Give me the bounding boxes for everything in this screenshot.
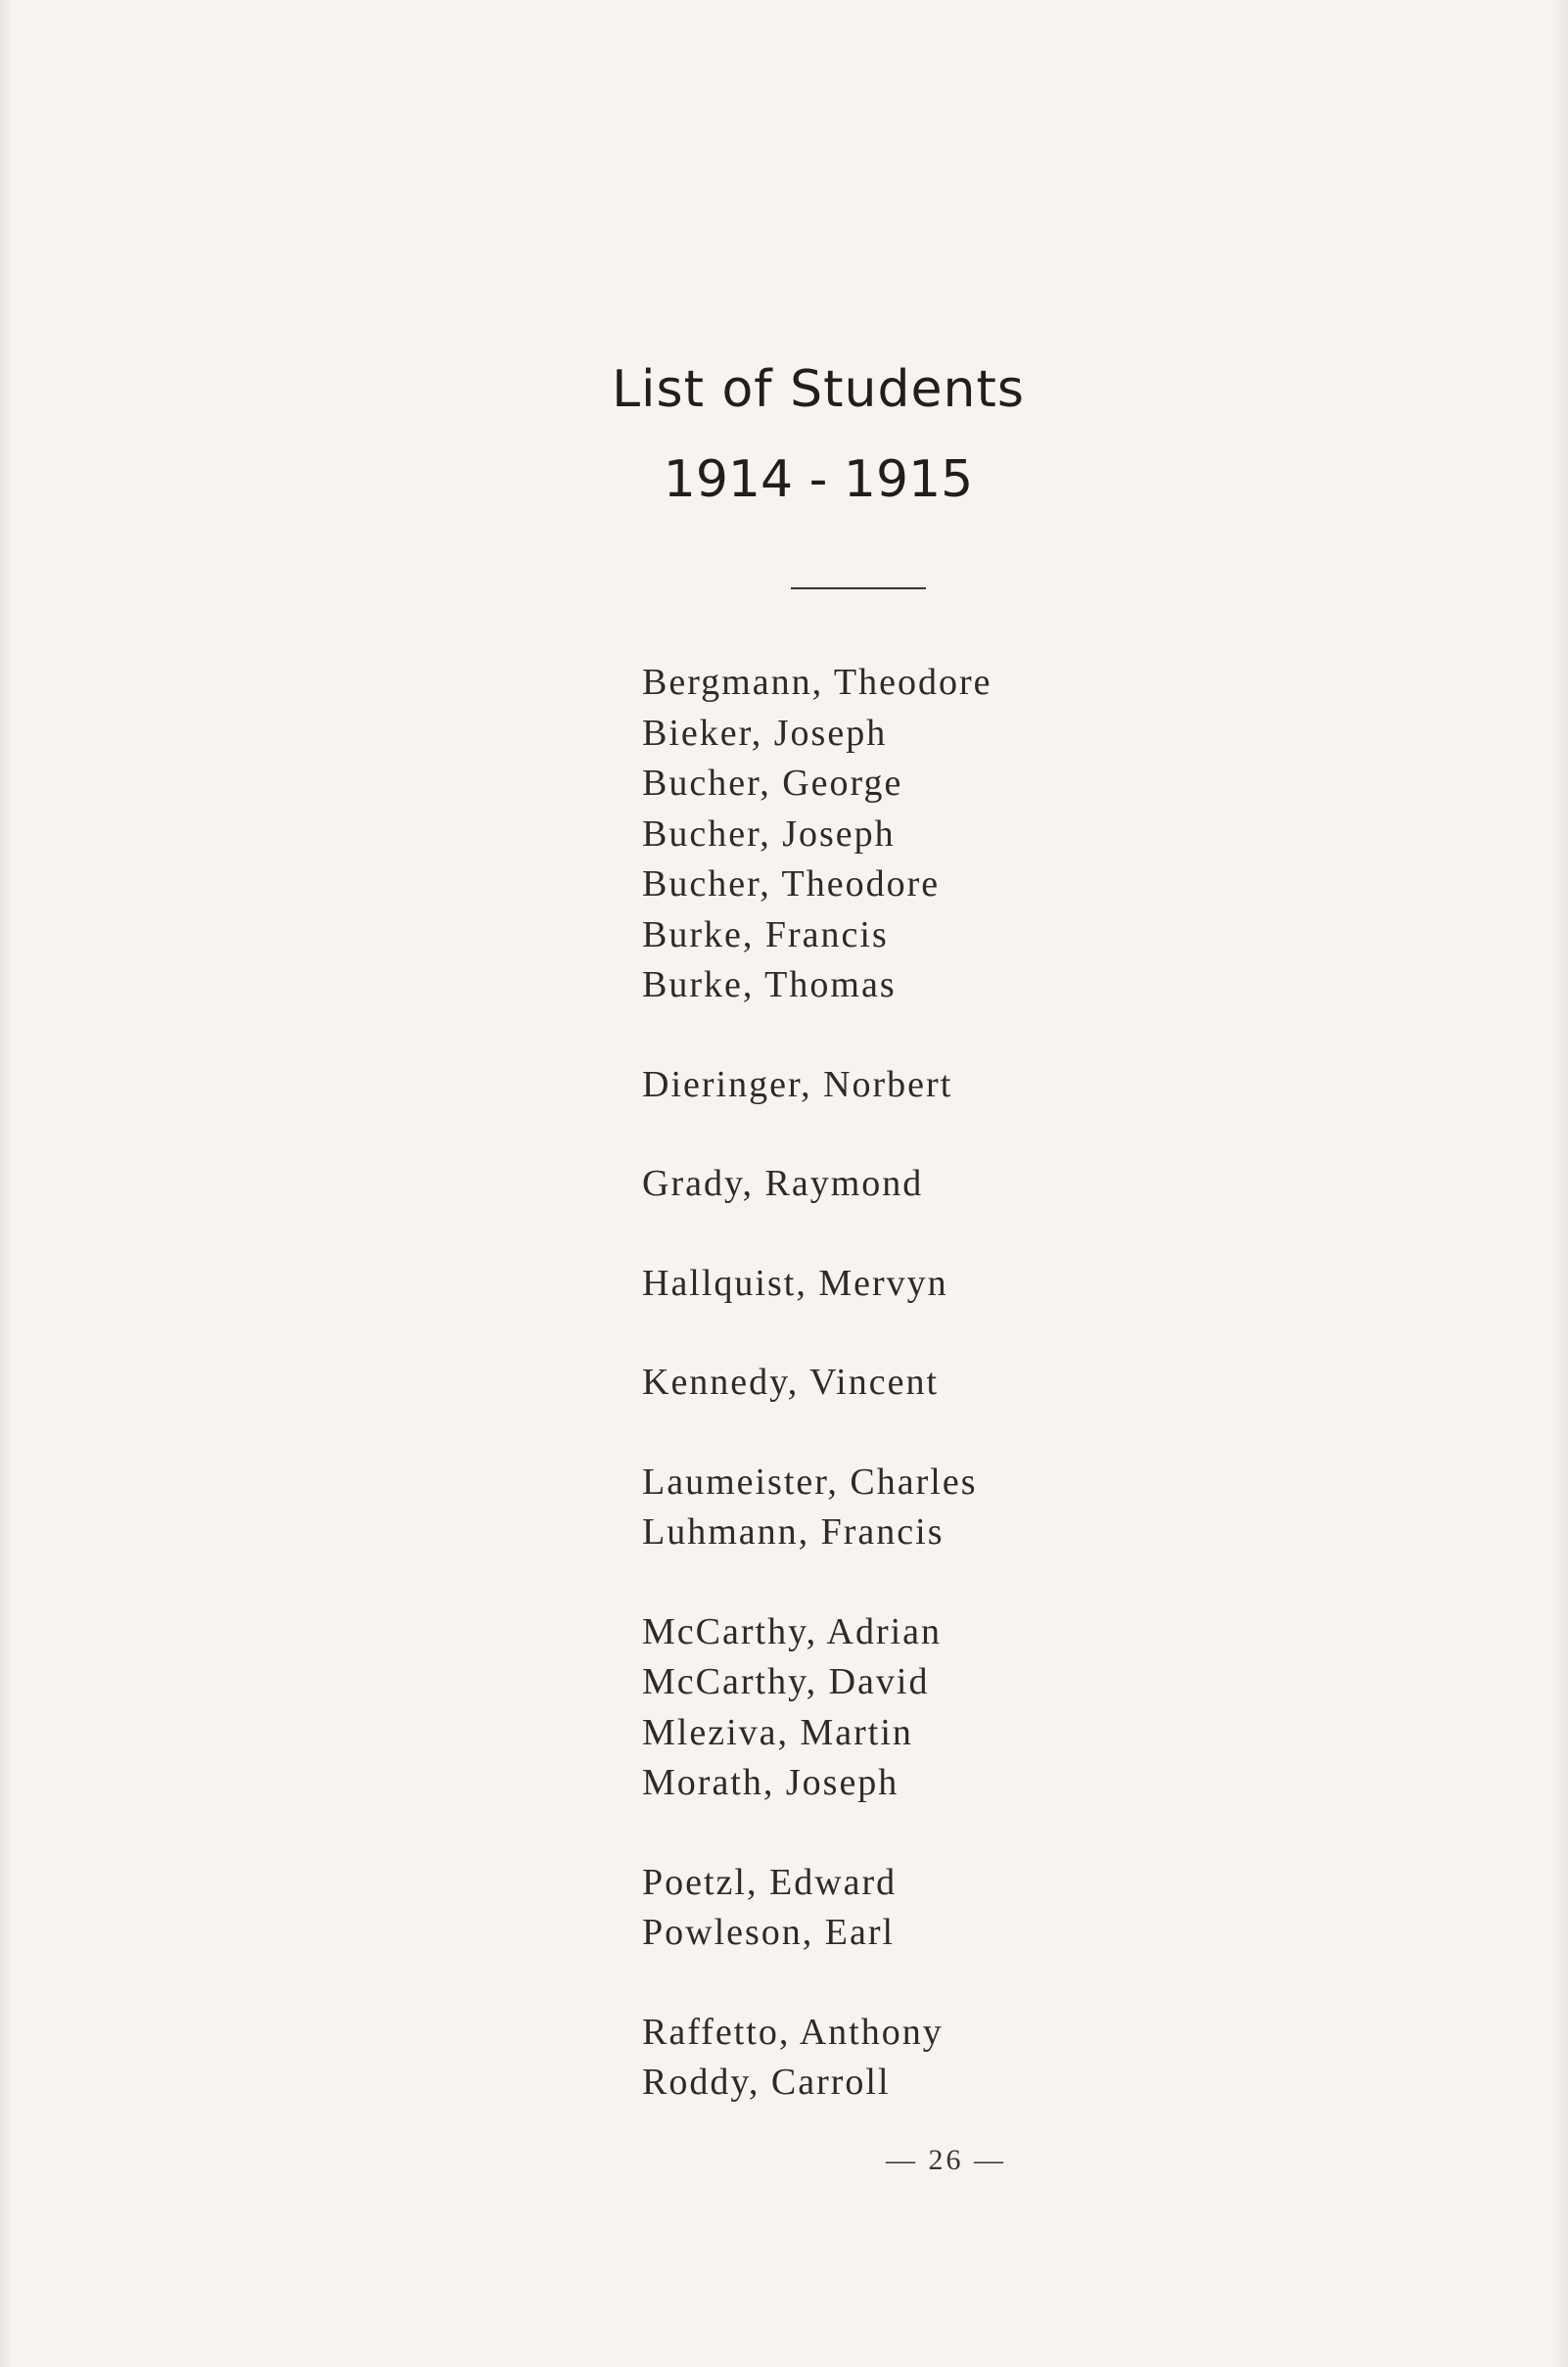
student-name: Mleziva, Martin [642,1711,913,1753]
student-name: Poetzl, Edward [642,1861,898,1903]
student-name: Laumeister, Charles [642,1461,978,1503]
student-group [642,658,1190,1011]
student-name: Hallquist, Mervyn [642,1262,948,1304]
student-name: Bieker, Joseph [642,712,888,754]
student-group [642,1607,1190,1809]
student-name: Luhmann, Francis [642,1511,945,1553]
student-name: Burke, Thomas [642,964,897,1005]
title-divider [791,587,926,589]
student-name: Bucher, Theodore [642,863,941,905]
student-group [642,1060,1190,1111]
student-name: McCarthy, David [642,1661,930,1702]
student-name: Roddy, Carroll [642,2062,891,2103]
student-name: Kennedy, Vincent [642,1362,940,1403]
page-number: — 26 — [886,2144,1006,2176]
student-name: Powleson, Earl [642,1912,896,1953]
page-years: 1914 - 1915 [663,450,974,509]
student-name: Bucher, George [642,763,903,804]
student-group [642,1259,1190,1310]
student-group [642,1358,1190,1409]
student-group [642,1159,1190,1210]
student-group [642,1858,1190,1959]
student-group [642,1458,1190,1558]
student-list [642,658,1190,2158]
student-name: Dieringer, Norbert [642,1063,953,1105]
student-name: Raffetto, Anthony [642,2011,944,2053]
student-name: Grady, Raymond [642,1163,924,1204]
student-name: Burke, Francis [642,913,889,955]
student-name: McCarthy, Adrian [642,1610,943,1652]
student-group [642,2008,1190,2109]
student-name: Bucher, Joseph [642,812,896,855]
student-name: Bergmann, Theodore [642,662,992,703]
student-name: Morath, Joseph [642,1762,899,1803]
page-title: List of Students [612,360,1025,419]
